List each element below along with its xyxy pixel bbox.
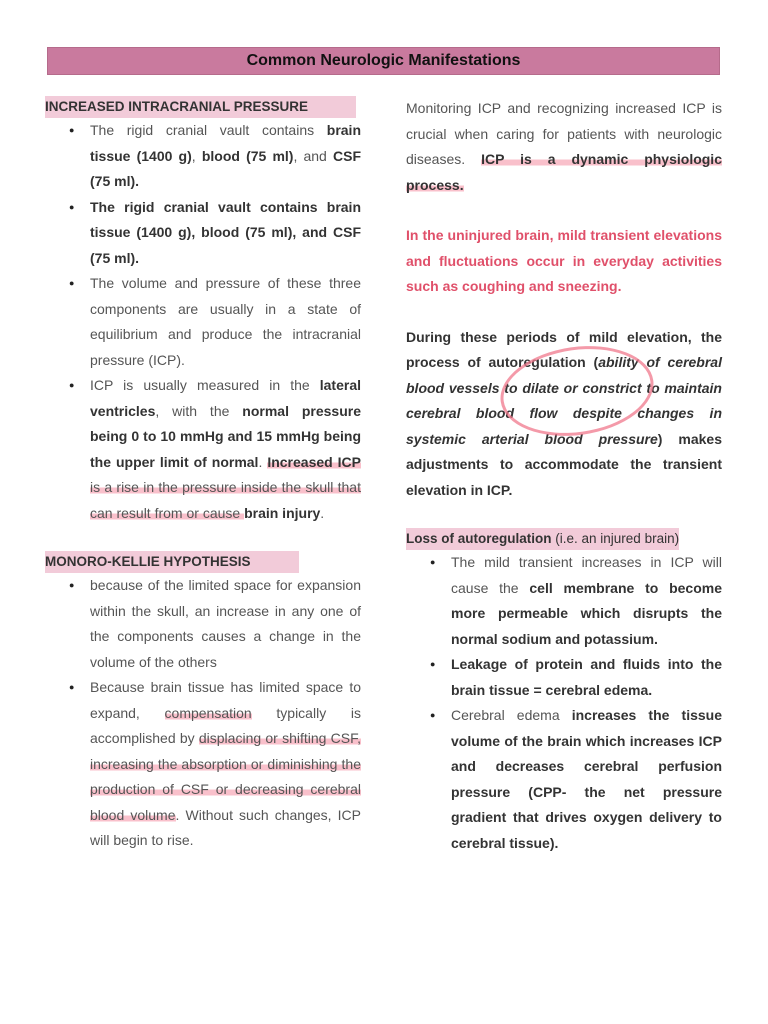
list-item: ● The volume and pressure of these three components are usually in a state of equilibrium and produce the intracranial pressure (ICP). xyxy=(45,271,361,373)
section-heading-icp: INCREASED INTRACRANIAL PRESSURE xyxy=(45,96,356,118)
icp-bullet-list xyxy=(45,118,361,526)
list-item: ● Leakage of protein and fluids into the brain tissue = cerebral edema. xyxy=(406,652,722,703)
left-column xyxy=(45,96,361,854)
loss-autoregulation-bullet-list xyxy=(406,550,722,856)
section-heading-monro-kellie: MONORO-KELLIE HYPOTHESIS xyxy=(45,551,299,573)
section-heading-loss-autoregulation: Loss of autoregulation (i.e. an injured brain) xyxy=(406,528,679,550)
paragraph-monitoring: Monitoring ICP and recognizing increased ICP is crucial when caring for patients with neurologic diseases. ICP is a dynamic physiologic process. xyxy=(406,100,722,193)
right-column xyxy=(406,96,722,856)
list-item: ● because of the limited space for expansion within the skull, an increase in any one of the components causes a change in the volume of the others xyxy=(45,573,361,675)
page-title: Common Neurologic Manifestations xyxy=(47,47,720,75)
paragraph-autoregulation: During these periods of mild elevation, the process of autoregulation (ability of cerebral blood vessels to dilate or constrict to maintain cerebral blood flow despite changes in systemic arterial blood pressure) makes adjustments to accommodate the transient elevation in ICP. xyxy=(406,328,722,498)
list-item: ● The mild transient increases in ICP will cause the cell membrane to become more permeable which disrupts the normal sodium and potassium. xyxy=(406,550,722,652)
list-item: ● ICP is usually measured in the lateral ventricles, with the normal pressure being 0 to 10 mmHg and 15 mmHg being the upper limit of normal. Increased ICP is a rise in the pressure inside the skull that can result from or cause brain injury. xyxy=(45,373,361,526)
monro-kellie-bullet-list xyxy=(45,573,361,854)
paragraph-uninjured-brain: In the uninjured brain, mild transient elevations and fluctuations occur in everyday activities such as coughing and sneezing. xyxy=(406,227,722,294)
list-item: ● Because brain tissue has limited space to expand, compensation typically is accomplished by displacing or shifting CSF, increasing the absorption or diminishing the production of CSF or decreasing cerebral blood volume. Without such changes, ICP will begin to rise. xyxy=(45,675,361,854)
list-item: ● The rigid cranial vault contains brain tissue (1400 g), blood (75 ml), and CSF (75 ml). xyxy=(45,195,361,272)
list-item: ● Cerebral edema increases the tissue volume of the brain which increases ICP and decreases cerebral perfusion pressure (CPP- the net pressure gradient that drives oxygen delivery to cerebral tissue). xyxy=(406,703,722,856)
list-item: ● The rigid cranial vault contains brain tissue (1400 g), blood (75 ml), and CSF (75 ml). xyxy=(45,118,361,195)
